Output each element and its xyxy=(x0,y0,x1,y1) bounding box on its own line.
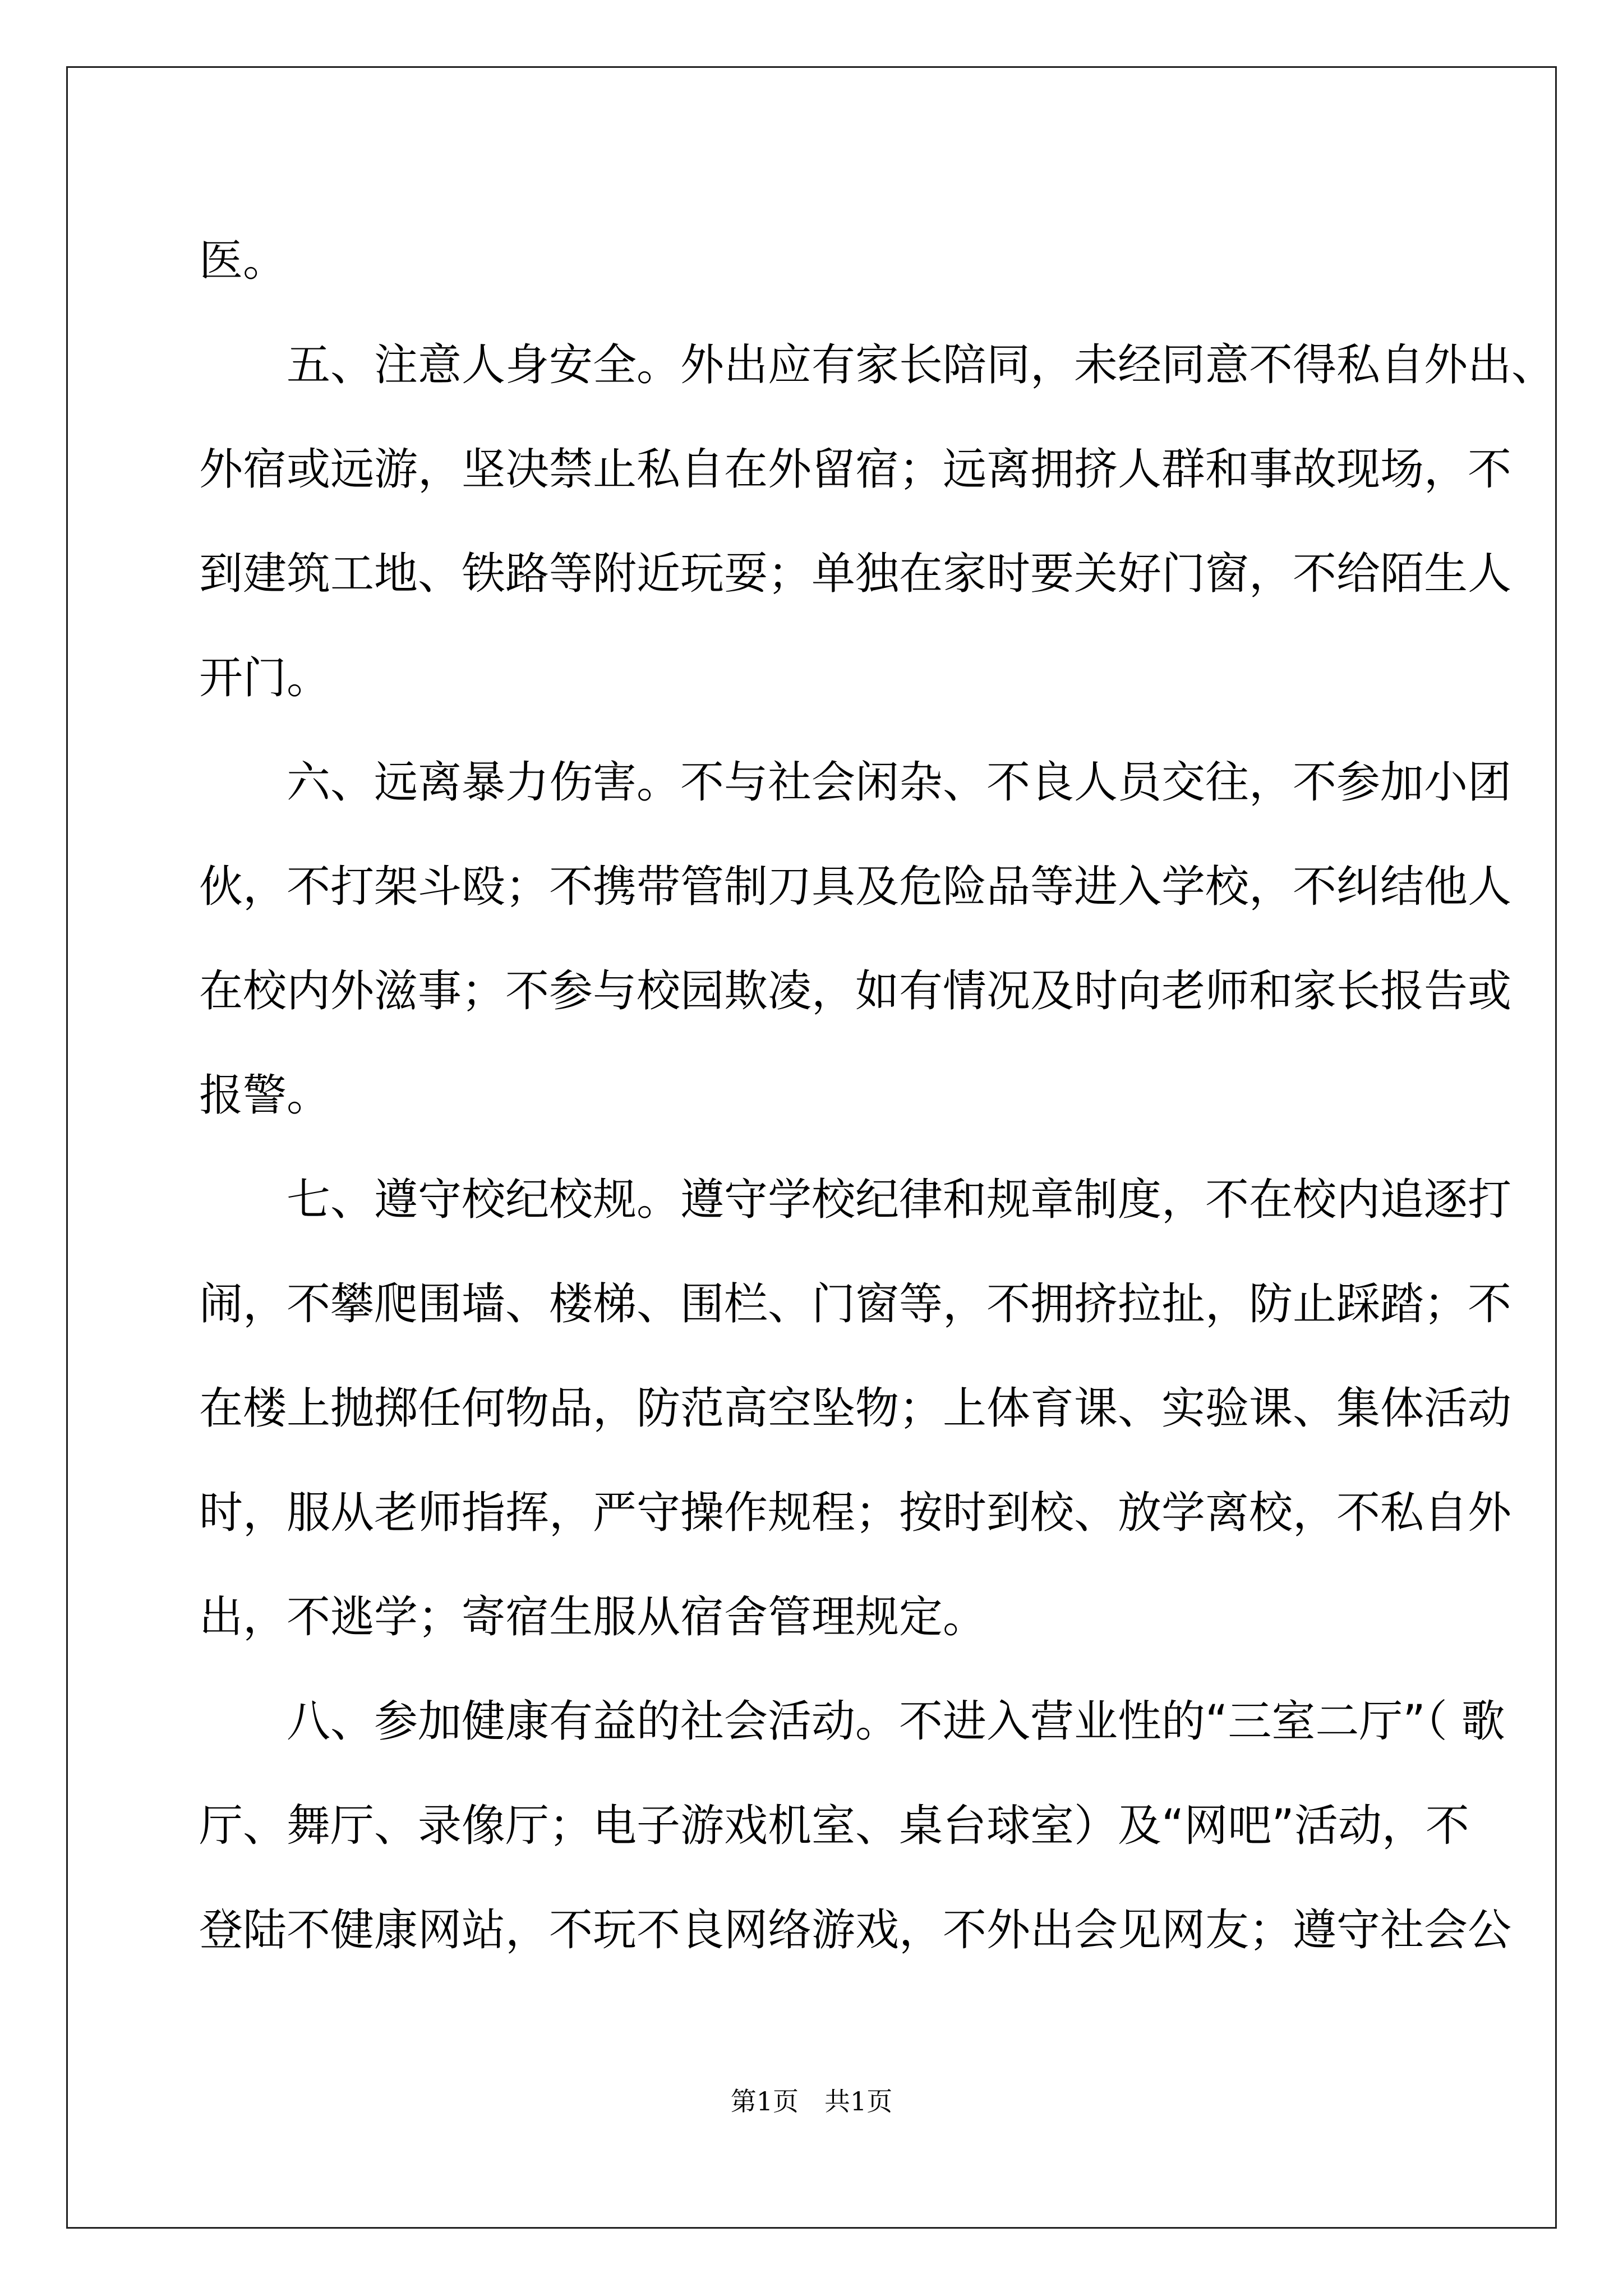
text-line: 报警。 xyxy=(199,1070,331,1121)
document-body xyxy=(199,209,1556,1982)
text-line: 伙，不打架斗殴；不携带管制刀具及危险品等进入学校，不纠结他人 xyxy=(199,862,1512,912)
text-line: 在校内外滋事；不参与校园欺凌，如有情况及时向老师和家长报告或 xyxy=(199,966,1512,1016)
text-line: 出，不逃学；寄宿生服从宿舍管理规定。 xyxy=(199,1592,987,1642)
text-line: 登陆不健康网站，不玩不良网络游戏，不外出会见网友；遵守社会公 xyxy=(199,1905,1512,1955)
text-line: 闹，不攀爬围墙、楼梯、围栏、门窗等，不拥挤拉扯，防止踩踏；不 xyxy=(199,1279,1512,1329)
text-line: 到建筑工地、铁路等附近玩耍；单独在家时要关好门窗，不给陌生人 xyxy=(199,549,1512,599)
text-line: 六、远离暴力伤害。不与社会闲杂、不良人员交往，不参加小团 xyxy=(199,757,1512,808)
text-line: 八、参加健康有益的社会活动。不进入营业性的“三室二厅”（ 歌 xyxy=(199,1696,1505,1747)
text-line: 开门。 xyxy=(199,653,331,703)
text-line: 厅、舞厅、录像厅；电子游戏机室、桌台球室）及“网吧”活动，不 xyxy=(199,1801,1469,1851)
text-line: 七、遵守校纪校规。遵守学校纪律和规章制度，不在校内追逐打 xyxy=(199,1175,1512,1225)
text-line: 五、注意人身安全。外出应有家长陪同，未经同意不得私自外出、 xyxy=(199,340,1556,390)
page-number-footer: 第1页 共1页 xyxy=(730,2086,893,2116)
text-line: 医。 xyxy=(199,236,287,286)
text-line: 外宿或远游，坚决禁止私自在外留宿；远离拥挤人群和事故现场，不 xyxy=(199,444,1512,495)
text-line: 时，服从老师指挥，严守操作规程；按时到校、放学离校，不私自外 xyxy=(199,1488,1512,1538)
text-line: 在楼上抛掷任何物品，防范高空坠物；上体育课、实验课、集体活动 xyxy=(199,1383,1512,1434)
